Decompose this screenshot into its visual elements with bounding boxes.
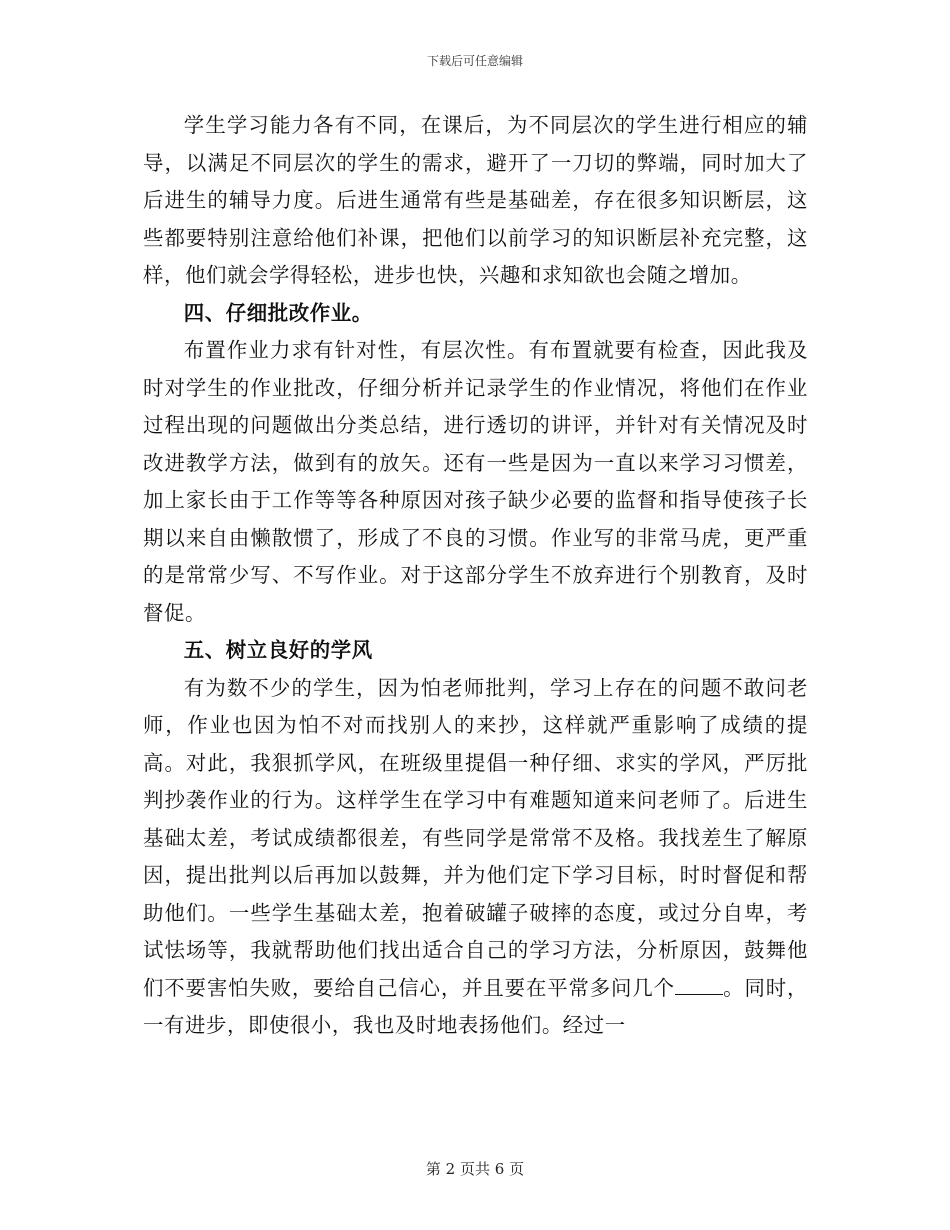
section-heading-homework: 四、仔细批改作业。	[183, 300, 373, 325]
page-header: 下载后可任意编辑	[426, 54, 523, 68]
paragraph-study-style-continuation: 。同时，一有进步，即使很小，我也及时地表扬他们。经过一	[143, 975, 808, 1037]
paragraph-tutoring: 学生学习能力各有不同，在课后，为不同层次的学生进行相应的辅导，以满足不同层次的学生的需求，避开了一刀切的弊端，同时加大了后进生的辅导力度。后进生通常有些是基础差，存在很多知识断层，这些都要特别注意给他们补课，把他们以前学习的知识断层补充完整，这样，他们就会学得轻松，进步也快，兴趣和求知欲也会随之增加。	[143, 113, 808, 287]
paragraph-study-style-text: 有为数不少的学生，因为怕老师批判，学习上存在的问题不敢问老师，作业也因为怕不对而找别人的来抄，这样就严重影响了成绩的提高。对此，我狠抓学风，在班级里提倡一种仔细、求实的学风，严厉批判抄袭作业的行为。这样学生在学习中有难题知道来问老师了。后进生基础太差，考试成绩都很差，有些同学是常常不及格。我找差生了解原因，提出批判以后再加以鼓舞，并为他们定下学习目标，时时督促和帮助他们。一些学生基础太差，抱着破罐子破摔的态度，或过分自卑，考试怯场等，我就帮助他们找出适合自己的学习方法，分析原因，鼓舞他们不要害怕失败，要给自己信心，并且要在平常多问几个	[143, 675, 808, 1000]
page-number-footer: 第 2 页共 6 页	[425, 1160, 525, 1178]
fill-in-blank	[675, 973, 723, 994]
section-heading-study-style: 五、树立良好的学风	[183, 638, 373, 662]
document-body	[143, 107, 808, 1045]
paragraph-study-style	[143, 670, 808, 1045]
paragraph-homework: 布置作业力求有针对性，有层次性。有布置就要有检查，因此我及时对学生的作业批改，仔细分析并记录学生的作业情况，将他们在作业过程出现的问题做出分类总结，进行透切的讲评，并针对有关情况及时改进教学方法，做到有的放矢。还有一些是因为一直以来学习习惯差，加上家长由于工作等等各种原因对孩子缺少必要的监督和指导使孩子长期以来自由懒散惯了，形成了不良的习惯。作业写的非常马虎，更严重的是常常少写、不写作业。对于这部分学生不放弃进行个别教育，及时督促。	[143, 338, 808, 625]
